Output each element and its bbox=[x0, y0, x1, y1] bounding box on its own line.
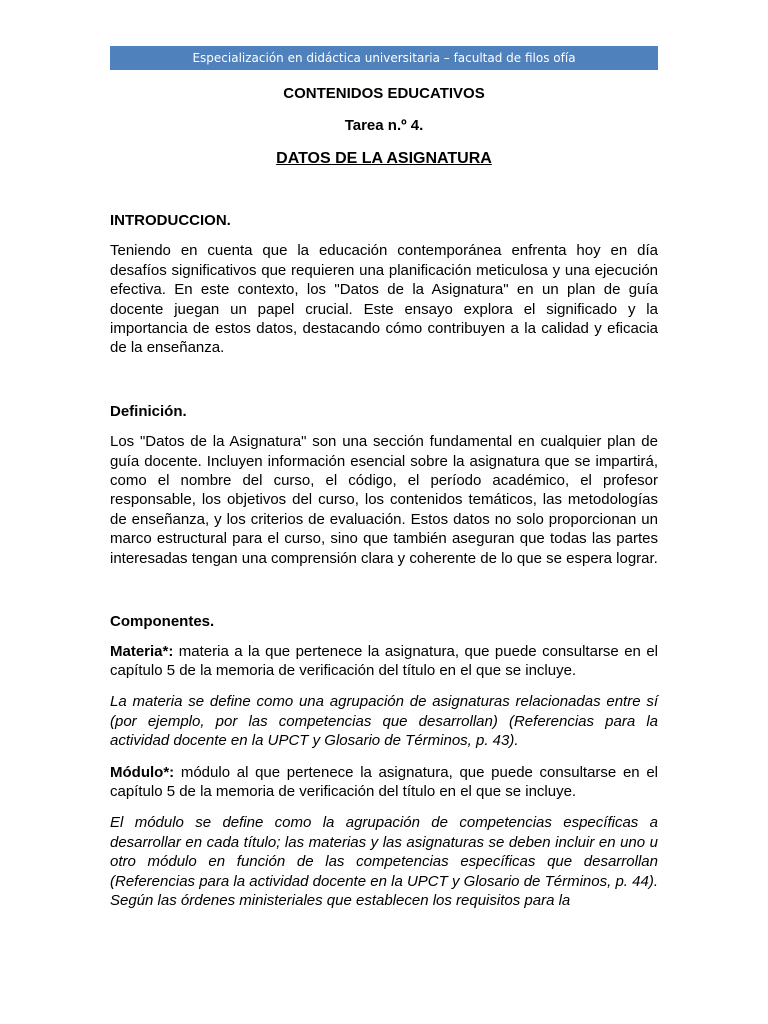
modulo-paragraph bbox=[110, 763, 658, 802]
main-title: CONTENIDOS EDUCATIVOS bbox=[283, 85, 485, 102]
materia-text: materia a la que pertenece la asignatura, que puede consultarse en el capítulo 5 de la memoria de verificación del título en el que se incluye. bbox=[110, 642, 658, 679]
intro-heading: INTRODUCCION. bbox=[110, 212, 231, 229]
subject-title: DATOS DE LA ASIGNATURA bbox=[276, 150, 492, 167]
intro-paragraph: Teniendo en cuenta que la educación contemporánea enfrenta hoy en día desafíos significativos que requieren una planificación meticulosa y una ejecución efectiva. En este contexto, los "Datos de la Asignatura" en un plan de guía docente juegan un papel crucial. Este ensayo explora el significado y la importancia de estos datos, destacando cómo contribuyen a la calidad y eficacia de la enseñanza. bbox=[110, 242, 658, 357]
materia-paragraph bbox=[110, 642, 658, 681]
header-band bbox=[110, 46, 658, 70]
definition-paragraph: Los "Datos de la Asignatura" son una sección fundamental en cualquier plan de guía docente. Incluyen información esencial sobre la asignatura que se impartirá, como el nombre del curso, el código, el período académico, el profesor responsable, los objetivos del curso, los contenidos temáticos, las metodologías de enseñanza, y los criterios de evaluación. Estos datos no solo proporcionan un marco estructural para el curso, sino que también aseguran que todas las partes interesadas tengan una comprensión clara y coherente de lo que se espera lograr. bbox=[110, 433, 658, 567]
modulo-definition: El módulo se define como la agrupación de competencias específicas a desarrollar en cada título; las materias y las asignaturas se deben incluir en uno u otro módulo en función de las competencias específicas que desarrollan (Referencias para la actividad docente en la UPCT y Glosario de Términos, p. 44). Según las órdenes ministeriales que establecen los requisitos para la bbox=[110, 814, 658, 909]
materia-definition: La materia se define como una agrupación de asignaturas relacionadas entre sí (por ejemplo, por las competencias que desarrollan) (Referencias para la actividad docente en la UPCT y Glosario de Términos, p. 43). bbox=[110, 693, 658, 750]
definition-heading: Definición. bbox=[110, 402, 187, 420]
task-title: Tarea n.º 4. bbox=[344, 117, 424, 134]
materia-label: Materia*: bbox=[110, 642, 174, 660]
header-band-text: Especialización en didáctica universitaria – facultad de filos ofía bbox=[192, 51, 576, 65]
modulo-label: Módulo*: bbox=[110, 763, 175, 781]
document-page bbox=[110, 46, 658, 910]
components-heading: Componentes. bbox=[110, 613, 215, 631]
modulo-text: módulo al que pertenece la asignatura, que puede consultarse en el capítulo 5 de la memoria de verificación del título en el que se incluye. bbox=[110, 763, 658, 800]
